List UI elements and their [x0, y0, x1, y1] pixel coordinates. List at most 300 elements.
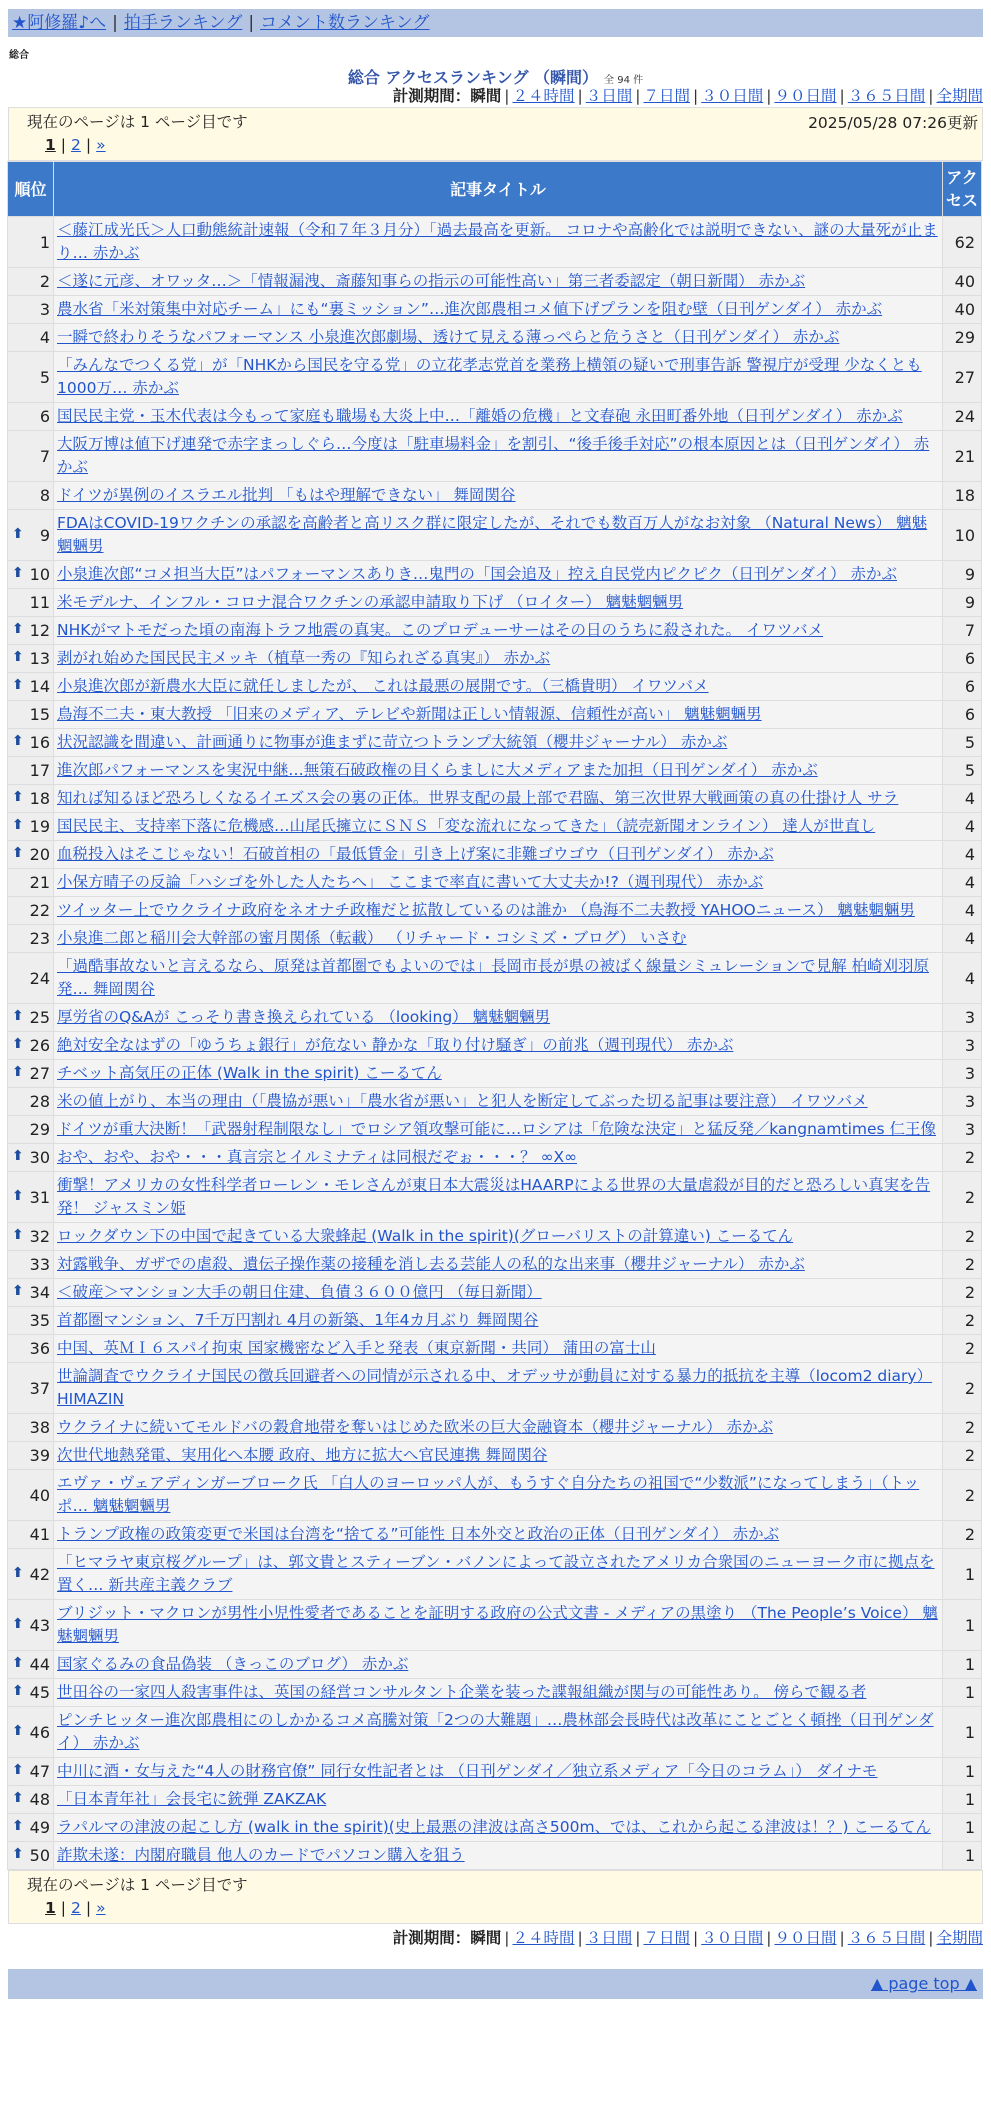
article-link[interactable]: ロックダウン下の中国で起きている大衆蜂起 (Walk in the spirit)(グローバリストの計算違い) こーるてん	[57, 1227, 794, 1245]
article-link[interactable]: ツイッター上でウクライナ政府をネオナチ政権だと拡散しているのは誰か （鳥海不二夫教授 YAHOOニュース） 魑魅魍魎男	[57, 901, 915, 919]
rank-cell	[8, 1786, 53, 1813]
clap-ranking-link[interactable]: 拍手ランキング	[123, 13, 243, 33]
access-count: 21	[943, 431, 981, 481]
nav-separator: |	[112, 13, 118, 33]
article-link[interactable]: 血税投入はそこじゃない！石破首相の「最低賃金」引き上げ案に非難ゴウゴウ（日刊ゲンダイ） 赤かぶ	[57, 845, 774, 863]
title-cell	[54, 1251, 942, 1278]
rank-number: 47	[29, 1762, 50, 1781]
table-row	[8, 268, 981, 295]
access-count: 6	[943, 645, 981, 672]
table-row	[8, 841, 981, 868]
rank-cell	[8, 813, 53, 840]
access-count: 2	[943, 1470, 981, 1520]
rank-number: 1	[39, 232, 50, 252]
top-nav-bar	[8, 9, 983, 37]
article-link[interactable]: 剥がれ始めた国民民主メッキ（植草一秀の『知られざる真実』） 赤かぶ	[57, 649, 551, 667]
page-separator: |	[60, 136, 67, 154]
period-separator: |	[504, 87, 510, 105]
title-cell	[54, 324, 942, 351]
rank-up-arrow-icon: ⬆	[12, 1036, 24, 1052]
period-link-2[interactable]: ３日間	[585, 87, 633, 105]
access-count: 2	[943, 1521, 981, 1548]
article-link[interactable]: 米の値上がり、本当の理由（「農協が悪い」「農水省が悪い」と犯人を断定してぶった切る記事は要注意） イワツバメ	[57, 1092, 868, 1110]
access-count: 4	[943, 953, 981, 1003]
rank-up-arrow-icon: ⬆	[12, 1064, 24, 1080]
table-row	[8, 1814, 981, 1841]
article-link[interactable]: 中川に酒・女与えた“4人の財務官僚” 同行女性記者とは （日刊ゲンダイ／独立系メディア「今日のコラム」） ダイナモ	[57, 1762, 878, 1780]
rank-cell	[8, 403, 53, 430]
article-link[interactable]: 次世代地熱発電、実用化へ本腰 政府、地方に拡大へ官民連携 舞岡関谷	[57, 1446, 548, 1464]
rank-up-arrow-icon: ⬆	[12, 1683, 24, 1699]
rank-cell	[8, 1470, 53, 1520]
title-cell	[54, 1521, 942, 1548]
article-link[interactable]: 小保方晴子の反論「ハシゴを外した人たちへ」 ここまで率直に書いて大丈夫か!?（週刊現代） 赤かぶ	[57, 873, 764, 891]
article-link[interactable]: 知れば知るほど恐ろしくなるイエズス会の裏の正体。世界支配の最上部で君臨、第三次世界大戦画策の真の仕掛け人 サラ	[57, 789, 899, 807]
rank-up-arrow-icon: ⬆	[12, 1615, 24, 1632]
table-row	[8, 869, 981, 896]
table-row	[8, 1786, 981, 1813]
title-cell	[54, 785, 942, 812]
title-cell	[54, 1414, 942, 1441]
rank-cell	[8, 1116, 53, 1143]
access-count: 1	[943, 1842, 981, 1869]
rank-up-arrow-icon: ⬆	[12, 733, 24, 749]
access-count: 1	[943, 1814, 981, 1841]
article-link[interactable]: FDAはCOVID-19ワクチンの承認を高齢者と高リスク群に限定したが、それでも数百万人がなお対象 （Natural News） 魑魅魍魎男	[57, 514, 928, 555]
article-link[interactable]: 小泉進次郎“コメ担当大臣”はパフォーマンスありき…鬼門の「国会追及」控え自民党内ピクピク（日刊ゲンダイ） 赤かぶ	[57, 565, 898, 583]
table-row	[8, 1651, 981, 1678]
rank-number: 18	[29, 789, 50, 808]
rank-cell	[8, 645, 53, 672]
article-link[interactable]: 小泉進二郎と稲川会大幹部の蜜月関係（転載） （リチャード・コシミズ・ブログ） いさむ	[57, 929, 687, 947]
table-header-row	[8, 162, 981, 216]
article-link[interactable]: 「過酷事故ないと言えるなら、原発は首都圏でもよいのでは」長岡市長が県の被ばく線量シミュレーションで見解 柏崎刈羽原発… 舞岡関谷	[57, 957, 930, 998]
rank-up-arrow-icon: ⬆	[12, 677, 24, 693]
rank-cell	[8, 1223, 53, 1250]
article-link[interactable]: ラパルマの津波の起こし方 (walk in the spirit)(史上最悪の津波は高さ500m、では、これから起こる津波は！？) こーるてん	[57, 1818, 931, 1836]
ranking-title: 総合 アクセスランキング （瞬間）	[347, 68, 599, 87]
rank-cell	[8, 729, 53, 756]
article-link[interactable]: 絶対安全なはずの「ゆうちょ銀行」が危ない 静かな「取り付け騒ぎ」の前兆（週刊現代） 赤かぶ	[57, 1036, 734, 1054]
period-link-5-bottom[interactable]: ９０日間	[774, 1929, 837, 1947]
rank-up-arrow-icon: ⬆	[12, 817, 24, 833]
table-row	[8, 1144, 981, 1171]
access-count: 4	[943, 841, 981, 868]
table-row	[8, 729, 981, 756]
rank-number: 30	[29, 1148, 50, 1167]
period-link-1[interactable]: ２４時間	[512, 87, 575, 105]
access-count: 1	[943, 1758, 981, 1785]
rank-number: 43	[29, 1615, 50, 1635]
rank-cell	[8, 869, 53, 896]
period-current: 瞬間	[470, 87, 502, 105]
title-cell	[54, 352, 942, 402]
table-row	[8, 1363, 981, 1413]
rank-cell	[8, 1651, 53, 1678]
rank-cell	[8, 431, 53, 481]
updated-timestamp: 2025/05/28 07:26更新	[808, 114, 978, 132]
access-count: 9	[943, 561, 981, 588]
period-separator: |	[839, 1929, 845, 1947]
rank-up-arrow-icon: ⬆	[12, 1762, 24, 1778]
title-cell	[54, 217, 942, 267]
access-count: 4	[943, 785, 981, 812]
title-column-header: 記事タイトル	[54, 162, 942, 216]
table-row	[8, 1600, 981, 1650]
rank-cell	[8, 1521, 53, 1548]
table-row	[8, 1223, 981, 1250]
rank-up-arrow-icon: ⬆	[12, 1227, 24, 1243]
bottom-bar	[8, 1969, 983, 1999]
title-cell	[54, 1032, 942, 1059]
access-count: 10	[943, 510, 981, 560]
article-link[interactable]: ＜遂に元彦、オワッタ…＞「情報漏洩、斎藤知事らの指示の可能性高い」第三者委認定（朝日新聞） 赤かぶ	[57, 272, 806, 290]
rank-number: 33	[29, 1255, 50, 1274]
access-column-header: アクセス	[943, 162, 981, 216]
table-row	[8, 1251, 981, 1278]
article-link[interactable]: 中国、英ＭＩ６スパイ拘束 国家機密など入手と発表（東京新聞・共同） 蒲田の富士山	[57, 1339, 656, 1357]
rank-number: 42	[29, 1564, 50, 1584]
rank-number: 41	[29, 1525, 50, 1544]
access-count: 2	[943, 1279, 981, 1306]
access-count: 24	[943, 403, 981, 430]
rank-cell	[8, 1600, 53, 1650]
table-row	[8, 1521, 981, 1548]
access-count: 1	[943, 1549, 981, 1599]
rank-cell	[8, 1251, 53, 1278]
period-link-1-bottom[interactable]: ２４時間	[512, 1929, 575, 1947]
rank-number: 17	[29, 761, 50, 780]
page-top-link[interactable]: ▲ page top ▲	[870, 1974, 977, 1993]
rank-cell	[8, 1279, 53, 1306]
table-row	[8, 1032, 981, 1059]
article-link[interactable]: トランプ政権の政策変更で米国は台湾を“捨てる”可能性 日本外交と政治の正体（日刊ゲンダイ） 赤かぶ	[57, 1525, 780, 1543]
article-link[interactable]: 「日本青年社」会長宅に銃弾 ZAKZAK	[57, 1790, 327, 1808]
period-separator: |	[504, 1929, 510, 1947]
title-cell	[54, 1144, 942, 1171]
table-row	[8, 645, 981, 672]
title-cell	[54, 897, 942, 924]
title-cell	[54, 673, 942, 700]
access-count: 3	[943, 1032, 981, 1059]
title-cell	[54, 431, 942, 481]
article-link[interactable]: 鳥海不二夫・東大教授 「旧来のメディア、テレビや新聞は正しい情報源、信頼性が高い」 魑魅魍魎男	[57, 705, 762, 723]
rank-number: 50	[29, 1846, 50, 1865]
period-label: 計測期間：	[392, 87, 471, 105]
article-link[interactable]: 国民民主、支持率下落に危機感…山尾氏擁立にＳＮＳ「変な流れになってきた」（読売新聞オンライン） 達人が世直し	[57, 817, 876, 835]
rank-up-arrow-icon: ⬆	[12, 1564, 24, 1581]
rank-number: 24	[29, 968, 50, 988]
title-cell	[54, 1786, 942, 1813]
table-row	[8, 510, 981, 560]
access-count: 2	[943, 1223, 981, 1250]
rank-number: 10	[29, 565, 50, 584]
page-separator: |	[60, 1899, 67, 1917]
article-link[interactable]: 一瞬で終わりそうなパフォーマンス 小泉進次郎劇場、透けて見える薄っぺらと危うさと（日刊ゲンダイ） 赤かぶ	[57, 328, 840, 346]
table-row	[8, 897, 981, 924]
rank-number: 29	[29, 1120, 50, 1139]
article-link[interactable]: ドイツが重大決断！「武器射程制限なし」でロシア領攻撃可能に…ロシアは「危険な決定」と猛反発／kangnamtimes 仁王像	[57, 1120, 937, 1138]
rank-number: 36	[29, 1339, 50, 1358]
article-link[interactable]: 厚労省のQ&Aが こっそり書き換えられている （looking） 魑魅魍魎男	[57, 1008, 551, 1026]
rank-number: 37	[29, 1378, 50, 1398]
table-row	[8, 296, 981, 323]
period-link-2-bottom[interactable]: ３日間	[585, 1929, 633, 1947]
rank-number: 44	[29, 1655, 50, 1674]
title-cell	[54, 617, 942, 644]
access-count: 2	[943, 1144, 981, 1171]
access-count: 2	[943, 1251, 981, 1278]
article-link[interactable]: 国民民主党・玉木代表は今もって家庭も職場も大炎上中…「離婚の危機」と文春砲 永田町番外地（日刊ゲンダイ） 赤かぶ	[57, 407, 903, 425]
table-row	[8, 1116, 981, 1143]
table-row	[8, 324, 981, 351]
title-cell	[54, 1223, 942, 1250]
title-cell	[54, 561, 942, 588]
title-cell	[54, 645, 942, 672]
article-link[interactable]: 大阪万博は値下げ連発で赤字まっしぐら…今度は「駐車場料金」を割引、“後手後手対応”の根本原因とは（日刊ゲンダイ） 赤かぶ	[57, 435, 930, 476]
table-row	[8, 589, 981, 616]
article-link[interactable]: 詐欺未遂：内閣府職員 他人のカードでパソコン購入を狙う	[57, 1846, 465, 1864]
rank-number: 23	[29, 929, 50, 948]
table-row	[8, 1060, 981, 1087]
nav-separator: |	[248, 13, 255, 33]
page-separator: |	[85, 136, 92, 154]
article-link[interactable]: 農水省「米対策集中対応チーム」にも“裏ミッション”…進次郎農相コメ値下げプランを阻む壁（日刊ゲンダイ） 赤かぶ	[57, 300, 883, 318]
rank-up-arrow-icon: ⬆	[12, 789, 24, 805]
article-link[interactable]: ＜藤江成光氏＞人口動態統計速報（令和７年３月分）「過去最高を更新。 コロナや高齢化では説明できない、謎の大量死が止まり… 赤かぶ	[57, 221, 938, 262]
rank-number: 8	[39, 486, 50, 505]
rank-number: 31	[29, 1187, 50, 1207]
page-link-2[interactable]: 2	[71, 1899, 81, 1917]
table-row	[8, 1088, 981, 1115]
ranking-table	[7, 161, 982, 1870]
title-cell	[54, 729, 942, 756]
table-row	[8, 1707, 981, 1757]
period-link-6[interactable]: ３６５日間	[847, 87, 926, 105]
access-count: 4	[943, 897, 981, 924]
period-separator: |	[577, 87, 583, 105]
period-link-4-bottom[interactable]: ３０日間	[701, 1929, 764, 1947]
table-row	[8, 561, 981, 588]
access-count: 2	[943, 1172, 981, 1222]
rank-cell	[8, 1414, 53, 1441]
period-separator: |	[635, 1929, 641, 1947]
article-link[interactable]: 国家ぐるみの食品偽装 （きっこのブログ） 赤かぶ	[57, 1655, 409, 1673]
article-link[interactable]: 衝撃！アメリカの女性科学者ローレン・モレさんが東日本大震災はHAARPによる世界の大量虐殺が目的だと恐ろしい真実を告発！ ジャスミン姫	[57, 1176, 931, 1217]
rank-cell	[8, 673, 53, 700]
article-link[interactable]: 「みんなでつくる党」が「NHKから国民を守る党」の立花孝志党首を業務上横領の疑いで刑事告訴 警視庁が受理 少なくとも1000万… 赤かぶ	[57, 356, 922, 397]
rank-up-arrow-icon: ⬆	[12, 1722, 24, 1739]
rank-number: 40	[29, 1485, 50, 1505]
rank-cell	[8, 1758, 53, 1785]
rank-up-arrow-icon: ⬆	[12, 845, 24, 861]
article-link[interactable]: NHKがマトモだった頃の南海トラフ地震の真実。このプロデューサーはその日のうちに殺された。 イワツバメ	[57, 621, 824, 639]
title-cell	[54, 1116, 942, 1143]
home-link[interactable]: ★阿修羅♪へ	[12, 13, 107, 33]
table-row	[8, 217, 981, 267]
rank-number: 16	[29, 733, 50, 752]
article-link[interactable]: 進次郎パフォーマンスを実況中継…無策石破政権の目くらましに大メディアまた加担（日刊ゲンダイ） 赤かぶ	[57, 761, 818, 779]
period-selector	[8, 85, 983, 107]
pager-bottom	[8, 1870, 983, 1924]
rank-cell	[8, 1549, 53, 1599]
table-row	[8, 785, 981, 812]
page-separator: |	[85, 1899, 92, 1917]
rank-cell	[8, 1363, 53, 1413]
article-link[interactable]: 「ヒマラヤ東京桜グループ」は、郭文貴とスティーブン・バノンによって設立されたアメリカ合衆国のニューヨーク市に拠点を置く… 新共産主義クラブ	[57, 1553, 935, 1594]
access-count: 5	[943, 729, 981, 756]
rank-cell	[8, 1032, 53, 1059]
period-link-6-bottom[interactable]: ３６５日間	[847, 1929, 926, 1947]
rank-number: 39	[29, 1446, 50, 1465]
article-link[interactable]: ウクライナに続いてモルドバの穀倉地帯を奪いはじめた欧米の巨大金融資本（櫻井ジャーナル） 赤かぶ	[57, 1418, 774, 1436]
article-link[interactable]: ピンチヒッター進次郎農相にのしかかるコメ高騰対策「2つの大難題」…農林部会長時代は改革にことごとく頓挫（日刊ゲンダイ） 赤かぶ	[57, 1711, 934, 1752]
rank-number: 4	[39, 328, 50, 347]
table-row	[8, 1335, 981, 1362]
article-link[interactable]: 世論調査でウクライナ国民の徴兵回避者への同情が示される中、オデッサが動員に対する暴力的抵抗を主導（locom2 diary） HIMAZIN	[57, 1367, 933, 1408]
rank-cell	[8, 268, 53, 295]
article-link[interactable]: エヴァ・ヴェアディンガーブローク氏 「白人のヨーロッパ人が、もうすぐ自分たちの祖国で“少数派”になってしまう」（トッポ… 魑魅魍魎男	[57, 1474, 920, 1515]
title-cell	[54, 1363, 942, 1413]
period-separator: |	[635, 87, 641, 105]
article-link[interactable]: ドイツが異例のイスラエル批判 「もはや理解できない」 舞岡関谷	[57, 486, 516, 504]
rank-number: 22	[29, 901, 50, 920]
table-row	[8, 1842, 981, 1869]
table-row	[8, 1549, 981, 1599]
rank-cell	[8, 757, 53, 784]
title-cell	[54, 1842, 942, 1869]
access-count: 62	[943, 217, 981, 267]
period-link-7-bottom[interactable]: 全期間	[936, 1929, 983, 1947]
table-row	[8, 701, 981, 728]
rank-number: 27	[29, 1064, 50, 1083]
next-page-link[interactable]: »	[96, 136, 106, 154]
table-row	[8, 1279, 981, 1306]
access-count: 27	[943, 352, 981, 402]
period-separator: |	[577, 1929, 583, 1947]
rank-cell	[8, 217, 53, 267]
period-separator: |	[928, 87, 934, 105]
article-link[interactable]: 世田谷の一家四人殺害事件は、英国の経営コンサルタント企業を装った諜報組織が関与の可能性あり。 傍らで観る者	[57, 1683, 867, 1701]
rank-cell	[8, 1814, 53, 1841]
access-count: 2	[943, 1335, 981, 1362]
rank-cell	[8, 482, 53, 509]
period-link-5[interactable]: ９０日間	[774, 87, 837, 105]
rank-cell	[8, 617, 53, 644]
table-row	[8, 953, 981, 1003]
access-count: 1	[943, 1679, 981, 1706]
rank-cell	[8, 1144, 53, 1171]
article-link[interactable]: おや、おや、おや・・・真言宗とイルミナティは同根だぞぉ・・・？ ∞X∞	[57, 1148, 578, 1166]
rank-number: 26	[29, 1036, 50, 1055]
access-count: 29	[943, 324, 981, 351]
article-link[interactable]: 対露戦争、ガザでの虐殺、遺伝子操作薬の接種を消し去る芸能人の私的な出来事（櫻井ジャーナル） 赤かぶ	[57, 1255, 805, 1273]
title-cell	[54, 1470, 942, 1520]
rank-cell	[8, 352, 53, 402]
article-link[interactable]: チベット高気圧の正体 (Walk in the spirit) こーるてん	[57, 1064, 442, 1082]
category-label: 総合	[9, 50, 29, 61]
access-count: 4	[943, 813, 981, 840]
access-count: 4	[943, 925, 981, 952]
table-row	[8, 813, 981, 840]
title-cell	[54, 1088, 942, 1115]
article-link[interactable]: 米モデルナ、インフル・コロナ混合ワクチンの承認申請取り下げ （ロイター） 魑魅魍魎男	[57, 593, 684, 611]
rank-number: 25	[29, 1008, 50, 1027]
rank-number: 49	[29, 1818, 50, 1837]
access-count: 7	[943, 617, 981, 644]
period-separator: |	[766, 1929, 772, 1947]
rank-number: 38	[29, 1418, 50, 1437]
access-count: 1	[943, 1786, 981, 1813]
rank-number: 14	[29, 677, 50, 696]
access-count: 3	[943, 1088, 981, 1115]
period-link-3[interactable]: ７日間	[643, 87, 690, 105]
rank-up-arrow-icon: ⬆	[12, 1148, 24, 1164]
current-page: 1	[45, 136, 56, 154]
period-separator: |	[839, 87, 845, 105]
access-count: 40	[943, 268, 981, 295]
title-cell	[54, 1651, 942, 1678]
rank-cell	[8, 897, 53, 924]
rank-cell	[8, 296, 53, 323]
rank-up-arrow-icon: ⬆	[12, 565, 24, 581]
period-link-4[interactable]: ３０日間	[701, 87, 764, 105]
rank-number: 9	[39, 525, 50, 545]
article-link[interactable]: ブリジット・マクロンが男性小児性愛者であることを証明する政府の公式文書 - メディアの黒塗り （The People’s Voice） 魑魅魍魎男	[57, 1604, 938, 1645]
title-cell	[54, 510, 942, 560]
rank-cell	[8, 701, 53, 728]
rank-cell	[8, 510, 53, 560]
rank-cell	[8, 1060, 53, 1087]
rank-number: 20	[29, 845, 50, 864]
article-link[interactable]: 小泉進次郎が新農水大臣に就任しましたが、 これは最悪の展開です。（三橋貴明） イワツバメ	[57, 677, 709, 695]
article-link[interactable]: 首都圏マンション、7千万円割れ 4月の新築、1年4カ月ぶり 舞岡関谷	[57, 1311, 539, 1329]
table-row	[8, 925, 981, 952]
access-count: 2	[943, 1307, 981, 1334]
rank-number: 28	[29, 1092, 50, 1111]
rank-up-arrow-icon: ⬆	[12, 1846, 24, 1862]
rank-number: 32	[29, 1227, 50, 1246]
access-count: 18	[943, 482, 981, 509]
rank-cell	[8, 953, 53, 1003]
table-row	[8, 1004, 981, 1031]
rank-column-header: 順位	[8, 162, 53, 216]
period-link-3-bottom[interactable]: ７日間	[643, 1929, 690, 1947]
period-separator: |	[693, 1929, 699, 1947]
next-page-link[interactable]: »	[96, 1899, 106, 1917]
rank-number: 19	[29, 817, 50, 836]
period-current: 瞬間	[470, 1929, 502, 1947]
period-separator: |	[928, 1929, 934, 1947]
title-cell	[54, 1442, 942, 1469]
table-row	[8, 617, 981, 644]
table-row	[8, 1414, 981, 1441]
rank-up-arrow-icon: ⬆	[12, 649, 24, 665]
rank-cell	[8, 1335, 53, 1362]
rank-up-arrow-icon: ⬆	[12, 1187, 24, 1204]
access-count: 2	[943, 1363, 981, 1413]
period-label: 計測期間：	[392, 1929, 471, 1947]
access-count: 4	[943, 869, 981, 896]
comment-ranking-link[interactable]: コメント数ランキング	[260, 13, 430, 33]
access-count: 1	[943, 1651, 981, 1678]
article-link[interactable]: ＜破産＞マンション大手の朝日住建、負債３６００億円 （毎日新聞）	[57, 1283, 542, 1301]
title-cell	[54, 1679, 942, 1706]
period-separator: |	[693, 87, 699, 105]
period-link-7[interactable]: 全期間	[936, 87, 983, 105]
page-link-2[interactable]: 2	[71, 136, 81, 154]
article-link[interactable]: 状況認識を間違い、計画通りに物事が進まずに苛立つトランプ大統領（櫻井ジャーナル） 赤かぶ	[57, 733, 728, 751]
